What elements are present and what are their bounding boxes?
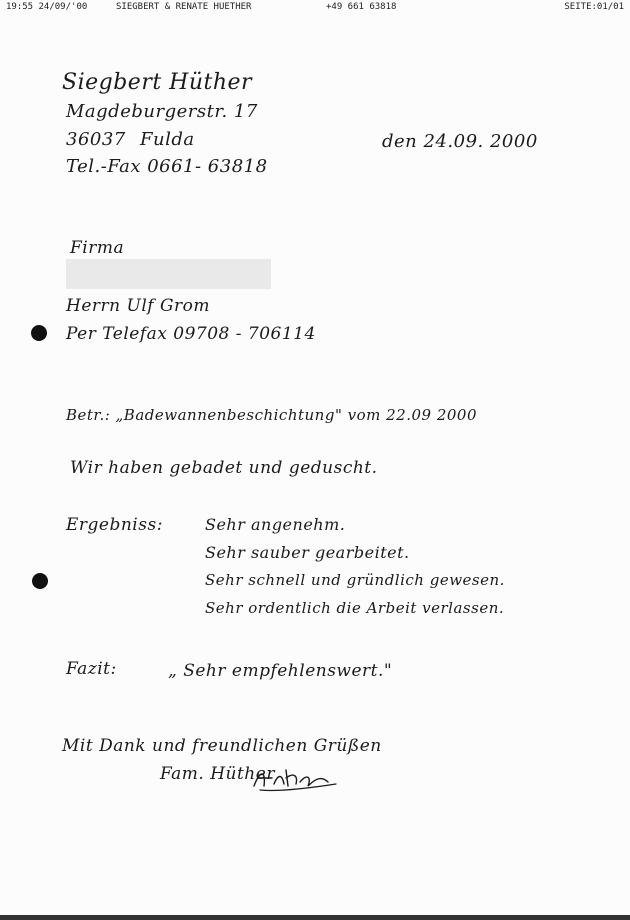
sender-telfax: Tel.-Fax 0661- 63818: [66, 156, 268, 177]
handwritten-signature: [250, 764, 340, 794]
closing-line: Mit Dank und freundlichen Grüßen: [62, 736, 382, 756]
results-line-4: Sehr ordentlich die Arbeit verlassen.: [205, 599, 505, 617]
results-line-1: Sehr angenehm.: [205, 515, 346, 534]
fax-time-date: 19:55 24/09/'00: [6, 2, 88, 12]
punch-hole-bottom: [32, 573, 48, 589]
redacted-company-name: [66, 259, 271, 289]
subject-line: Betr.: „Badewannenbeschichtung" vom 22.09 2000: [66, 406, 477, 424]
results-line-2: Sehr sauber gearbeitet.: [205, 543, 410, 562]
results-line-3: Sehr schnell und gründlich gewesen.: [205, 571, 505, 589]
fax-sender-name: SIEGBERT & RENATE HUETHER: [116, 2, 252, 12]
recipient-contact: Herrn Ulf Grom: [66, 296, 211, 316]
fax-bottom-edge: [0, 915, 630, 920]
intro-line: Wir haben gebadet und geduscht.: [70, 458, 378, 478]
sender-city: 36037 Fulda: [66, 129, 195, 150]
letter-date: den 24.09. 2000: [382, 131, 538, 152]
fax-transmission-header: [6, 2, 624, 14]
recipient-company-label: Firma: [70, 238, 125, 258]
fax-sender-phone: +49 661 63818: [326, 2, 397, 12]
punch-hole-top: [31, 325, 47, 341]
results-label: Ergebniss:: [66, 515, 163, 535]
recipient-fax: Per Telefax 09708 - 706114: [66, 324, 316, 344]
conclusion-label: Fazit:: [66, 659, 117, 679]
fax-page-number: SEITE:01/01: [564, 2, 624, 12]
sender-name: Siegbert Hüther: [62, 70, 253, 95]
sender-street: Magdeburgerstr. 17: [66, 101, 258, 122]
conclusion-text: „ Sehr empfehlenswert.": [168, 661, 393, 681]
signoff-family: Fam. Hüther: [160, 764, 275, 784]
